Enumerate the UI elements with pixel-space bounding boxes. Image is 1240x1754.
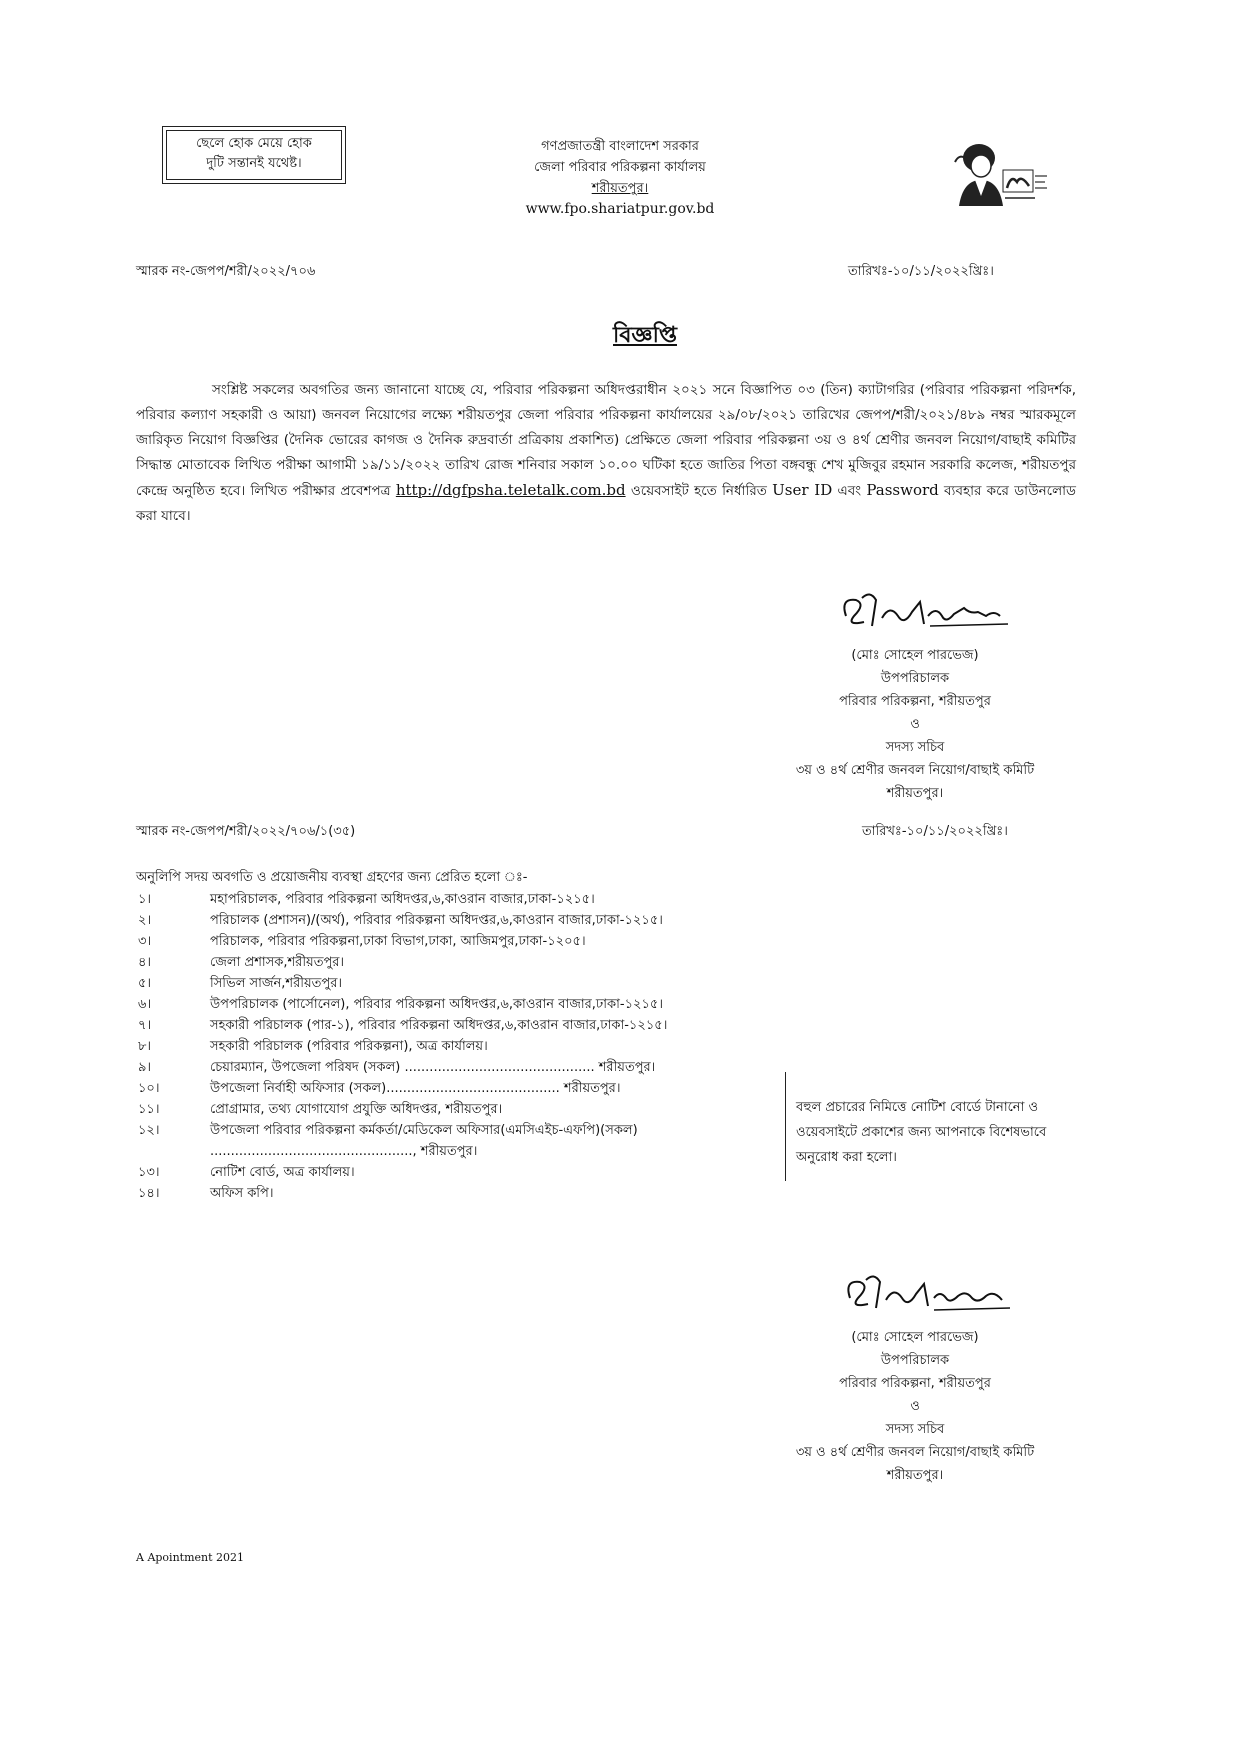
list-item	[136, 952, 796, 973]
notice-body	[136, 378, 1076, 529]
signatory-office: পরিবার পরিকল্পনা, শরীয়তপুর	[839, 1376, 991, 1391]
office-district: শরীয়তপুর।	[591, 181, 649, 196]
list-item	[136, 931, 796, 952]
copy-list-intro: অনুলিপি সদয় অবগতি ও প্রয়োজনীয় ব্যবস্থা গ্রহণের জন্য প্রেরিত হলো ঃ-	[136, 870, 528, 885]
list-item	[136, 1120, 796, 1162]
list-item	[136, 1078, 796, 1099]
list-item-text: মহাপরিচালক, পরিবার পরিকল্পনা অধিদপ্তর,৬,কাওরান বাজার,ঢাকা-১২১৫।	[210, 892, 595, 907]
list-item-number: ৭।	[138, 1018, 152, 1033]
signature-block-2	[755, 1268, 1075, 1487]
list-item	[136, 910, 796, 931]
letterhead	[470, 136, 770, 220]
memo-reference: স্মারক নং-জেপপ/শরী/২০২২/৭০৬	[136, 264, 316, 279]
list-item-text: সহকারী পরিচালক (পরিবার পরিকল্পনা), অত্র কার্যালয়।	[210, 1039, 488, 1054]
government-name: গণপ্রজাতন্ত্রী বাংলাদেশ সরকার	[541, 139, 699, 154]
office-name: জেলা পরিবার পরিকল্পনা কার্যালয়	[534, 160, 706, 175]
notice-title: বিজ্ঞপ্তি	[613, 323, 677, 348]
memo-copy-date: তারিখঃ-১০/১১/২০২২খ্রিঃ।	[862, 824, 1008, 839]
admit-card-link[interactable]: http://dgfpsha.teletalk.com.bd	[395, 481, 626, 499]
signatory-name: (মোঃ সোহেল পারভেজ)	[851, 648, 979, 663]
list-item-number: ১।	[138, 892, 152, 907]
list-item-text: পরিচালক (প্রশাসন)/(অর্থ), পরিবার পরিকল্পনা অধিদপ্তর,৬,কাওরান বাজার,ঢাকা-১২১৫।	[210, 913, 663, 928]
signatory-name: (মোঃ সোহেল পারভেজ)	[851, 1330, 979, 1345]
slogan-inner-box	[166, 130, 342, 180]
list-item	[136, 1183, 796, 1204]
list-item-number: ৪।	[138, 955, 152, 970]
signatory-conjunction: ও	[910, 1399, 920, 1414]
signatory-office: পরিবার পরিকল্পনা, শরীয়তপুর	[839, 694, 991, 709]
publicity-request-note: বহুল প্রচারের নিমিত্তে নোটিশ বোর্ডে টানানো ও ওয়েবসাইটে প্রকাশের জন্য আপনাকে বিশেষভাবে অনুরোধ করা হলো।	[785, 1072, 1081, 1181]
list-item-text: পরিচালক, পরিবার পরিকল্পনা,ঢাকা বিভাগ,ঢাকা, আজিমপুর,ঢাকা-১২০৫।	[210, 934, 586, 949]
list-item	[136, 994, 796, 1015]
list-item-text: উপজেলা নির্বাহী অফিসার (সকল).......................................... শরীয়তপুর।	[210, 1081, 621, 1096]
mujib-logo-icon	[945, 136, 1055, 211]
list-item-text: প্রোগ্রামার, তথ্য যোগাযোগ প্রযুক্তি অধিদপ্তর, শরীয়তপুর।	[210, 1102, 503, 1117]
slogan-line-2: দুটি সন্তানই যথেষ্ট।	[206, 156, 302, 171]
list-item-number: ৬।	[138, 997, 152, 1012]
user-id-term: User ID	[772, 481, 833, 499]
list-item-text: উপপরিচালক (পার্সোনেল), পরিবার পরিকল্পনা অধিদপ্তর,৬,কাওরান বাজার,ঢাকা-১২১৫।	[210, 997, 663, 1012]
list-item	[136, 1057, 796, 1078]
list-item-number: ১৩।	[138, 1165, 160, 1180]
list-item-text: উপজেলা পরিবার পরিকল্পনা কর্মকর্তা/মেডিকেল অফিসার(এমসিএইচ-এফপি)(সকল) ................................................., শরীয়তপুর।	[210, 1123, 638, 1159]
list-item-number: ১০।	[138, 1081, 160, 1096]
list-item-number: ২।	[138, 913, 152, 928]
signatory-role: সদস্য সচিব	[885, 740, 945, 755]
file-reference-footer: A Apointment 2021	[136, 1551, 245, 1564]
list-item	[136, 889, 796, 910]
list-item-number: ১২।	[138, 1123, 160, 1138]
signatory-role: সদস্য সচিব	[885, 1422, 945, 1437]
password-term: Password	[866, 481, 939, 499]
list-item	[136, 1162, 796, 1183]
signatory-district: শরীয়তপুর।	[886, 1468, 944, 1483]
notice-body-text-3: এবং	[832, 483, 867, 499]
office-website: www.fpo.shariatpur.gov.bd	[525, 201, 715, 217]
signatory-committee: ৩য় ও ৪র্থ শ্রেণীর জনবল নিয়োগ/বাছাই কমিটি	[795, 1445, 1035, 1460]
list-item-text: অফিস কপি।	[210, 1186, 274, 1201]
signatory-conjunction: ও	[910, 717, 920, 732]
list-item	[136, 1099, 796, 1120]
list-item-number: ৩।	[138, 934, 152, 949]
memo-copy-reference: স্মারক নং-জেপপ/শরী/২০২২/৭০৬/১(৩৫)	[136, 824, 356, 839]
memo-date: তারিখঃ-১০/১১/২০২২খ্রিঃ।	[848, 264, 994, 279]
copy-distribution-list	[136, 867, 796, 1204]
list-item	[136, 1036, 796, 1057]
list-item-number: ১৪।	[138, 1186, 160, 1201]
slogan-line-1: ছেলে হোক মেয়ে হোক	[196, 136, 312, 151]
signatory-designation: উপপরিচালক	[880, 1353, 950, 1368]
signature-block-1	[755, 586, 1075, 805]
list-item-number: ৯।	[138, 1060, 152, 1075]
list-item-text: জেলা প্রশাসক,শরীয়তপুর।	[210, 955, 345, 970]
list-item-text: চেয়ারম্যান, উপজেলা পরিষদ (সকল) .............................................. শরীয়তপুর।	[210, 1060, 656, 1075]
handwritten-signature-1	[810, 586, 1020, 636]
list-item	[136, 1015, 796, 1036]
list-item	[136, 973, 796, 994]
signatory-committee: ৩য় ও ৪র্থ শ্রেণীর জনবল নিয়োগ/বাছাই কমিটি	[795, 763, 1035, 778]
slogan-box	[162, 126, 346, 184]
list-item-number: ১১।	[138, 1102, 160, 1117]
signatory-district: শরীয়তপুর।	[886, 786, 944, 801]
notice-body-text-2: ওয়েবসাইট হতে নির্ধারিত	[625, 483, 773, 499]
list-item-number: ৫।	[138, 976, 152, 991]
list-item-number: ৮।	[138, 1039, 152, 1054]
list-item-text: সহকারী পরিচালক (পার-১), পরিবার পরিকল্পনা অধিদপ্তর,৬,কাওরান বাজার,ঢাকা-১২১৫।	[210, 1018, 668, 1033]
notice-body-text-4: ব্যবহার করে ডাউনলোড করা যাবে।	[136, 483, 1076, 524]
list-item-text: সিভিল সার্জন,শরীয়তপুর।	[210, 976, 343, 991]
list-item-text: নোটিশ বোর্ড, অত্র কার্যালয়।	[210, 1165, 355, 1180]
signatory-designation: উপপরিচালক	[880, 671, 950, 686]
notice-body-text-1: সংশ্লিষ্ট সকলের অবগতির জন্য জানানো যাচ্ছে যে, পরিবার পরিকল্পনা অধিদপ্তরাধীন ২০২১ সনে বিজ্ঞাপিত ০৩ (তিন) ক্যাটাগরির (পরিবার পরিকল্পনা পরিদর্শক, পরিবার কল্যাণ সহকারী ও আয়া) জনবল নিয়োগের লক্ষ্যে শরীয়তপুর জেলা পরিবার পরিকল্পনা কার্যালয়ের ২৯/০৮/২০২১ তারিখের জেপপ/শরী/২০২১/৪৮৯ নম্বর স্মারকমূলে জারিকৃত নিয়োগ বিজ্ঞপ্তির (দৈনিক ভোরের কাগজ ও দৈনিক রুদ্রবার্তা প্রত্রিকায় প্রকাশিত) প্রেক্ষিতে জেলা পরিবার পরিকল্পনা ৩য় ও ৪র্থ শ্রেণীর জনবল নিয়োগ/বাছাই কমিটির সিদ্ধান্ত মোতাবেক লিখিত পরীক্ষা আগামী ১৯/১১/২০২২ তারিখ রোজ শনিবার সকাল ১০.০০ ঘটিকা হতে জাতির পিতা বঙ্গবন্ধু শেখ মুজিবুর রহমান সরকারি কলেজ, শরীয়তপুর কেন্দ্রে অনুষ্ঠিত হবে। লিখিত পরীক্ষার প্রবেশপত্র	[136, 382, 1076, 499]
handwritten-signature-2	[810, 1268, 1020, 1318]
